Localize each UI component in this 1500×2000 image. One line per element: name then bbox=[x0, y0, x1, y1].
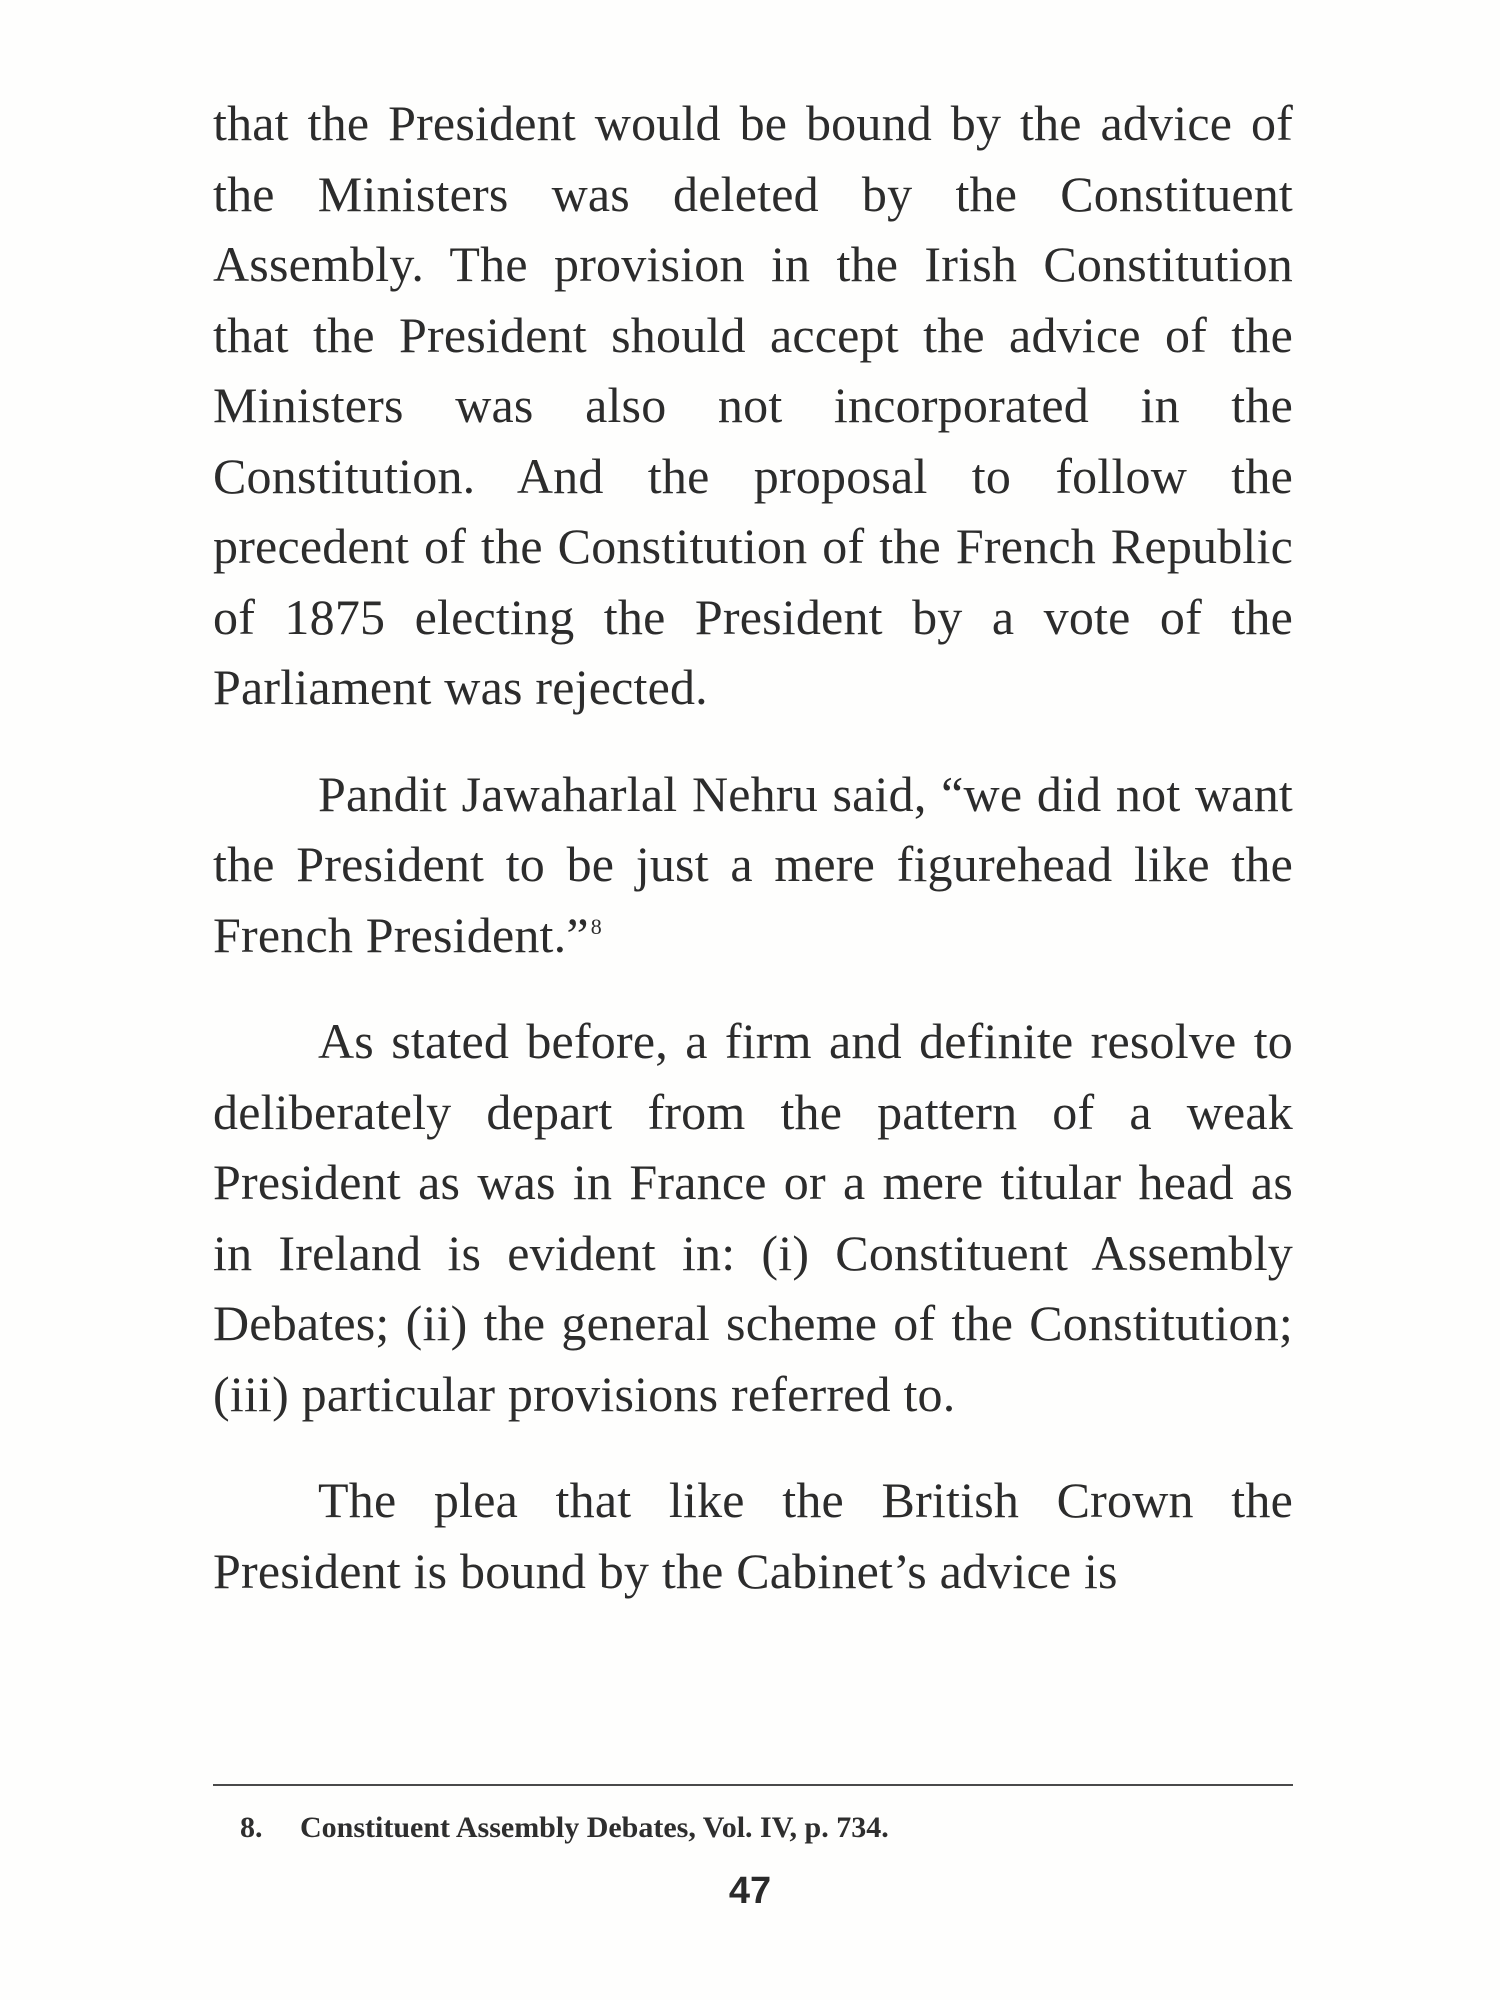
body-text bbox=[213, 88, 1293, 1606]
paragraph-2-text: Pandit Jawaharlal Nehru said, “we did not want the President to be just a mere figurehead like the French President.” bbox=[213, 765, 1293, 963]
page-number: 47 bbox=[728, 1870, 772, 1912]
paragraph-4-text: The plea that like the British Crown the President is bound by the Cabinet’s advice is bbox=[213, 1472, 1293, 1599]
footnote-reference: 8 bbox=[590, 913, 602, 939]
footnote-number: 8. bbox=[240, 1811, 263, 1844]
paragraph-3-text: As stated before, a firm and definite resolve to deliberately depart from the pattern of a weak President as was in France or a mere titular head as in Ireland is evident in: (i) Constituent Assembly Debates; (ii) the general scheme of the Constitution; (iii) particular provisions referred to. bbox=[213, 1013, 1293, 1422]
paragraph-1-text: that the President would be bound by the advice of the Ministers was deleted by the Constituent Assembly. The provision in the Irish Constitution that the President should accept the advice of the Ministers was also not incorporated in the Constitution. And the proposal to follow the precedent of the Constitution of the French Republic of 1875 electing the President by a vote of the Parliament was rejected. bbox=[213, 95, 1293, 715]
footnote-text: Constituent Assembly Debates, Vol. IV, p. 734. bbox=[300, 1811, 889, 1844]
footnote-divider bbox=[213, 1784, 1293, 1786]
footnote bbox=[240, 1808, 1290, 1848]
paragraph-1 bbox=[213, 88, 1293, 723]
paragraph-2 bbox=[213, 759, 1293, 971]
paragraph-3 bbox=[213, 1006, 1293, 1429]
paragraph-4 bbox=[213, 1465, 1293, 1606]
